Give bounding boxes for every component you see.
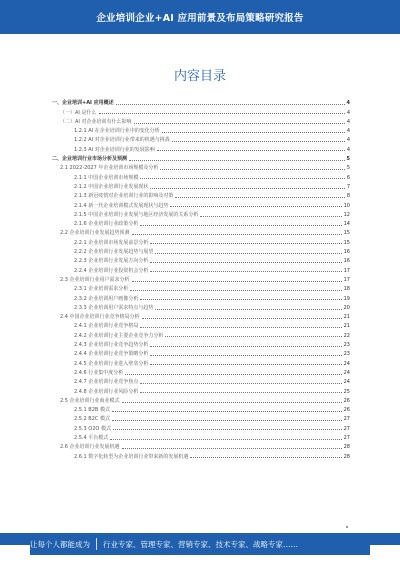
toc-entry[interactable] bbox=[52, 302, 350, 311]
toc-entry-label: 2.4.7 企业培训行业竞争焦点 bbox=[74, 379, 139, 386]
toc-entry-label: 2.1 2022-2027 年企业培训市场规模及分析 bbox=[60, 165, 159, 172]
toc-entry-label: 2.3.2 企业培训用户画像分析 bbox=[74, 295, 139, 302]
toc-leader-dots bbox=[170, 206, 341, 207]
toc-entry[interactable] bbox=[52, 264, 350, 273]
toc-leader-dots bbox=[155, 309, 341, 310]
toc-leader-dots bbox=[132, 234, 342, 235]
toc-entry-label: 2.2.3 企业培训行业发展方向分析 bbox=[74, 258, 149, 265]
toc-entry-label: 一、企业培训+AI 应用概述 bbox=[52, 100, 114, 107]
toc-leader-dots bbox=[142, 318, 342, 319]
toc-entry[interactable] bbox=[52, 199, 350, 208]
toc-leader-dots bbox=[150, 262, 341, 263]
toc-leader-dots bbox=[140, 225, 341, 226]
footer-slogan bbox=[30, 533, 370, 555]
toc-entry-page: 18 bbox=[343, 286, 350, 293]
toc-leader-dots bbox=[113, 429, 342, 430]
toc-entry-page: 8 bbox=[346, 193, 350, 200]
toc-entry-page: 4 bbox=[346, 109, 350, 116]
toc-entry[interactable] bbox=[52, 171, 350, 180]
toc-entry-page: 25 bbox=[343, 388, 350, 395]
toc-entry[interactable] bbox=[52, 367, 350, 376]
toc-entry[interactable] bbox=[52, 441, 350, 450]
toc-entry-page: 20 bbox=[343, 304, 350, 311]
toc-entry[interactable] bbox=[52, 153, 350, 162]
toc-entry-label: 2.6 企业培训行业发展机遇 bbox=[60, 444, 120, 451]
toc-entry[interactable] bbox=[52, 357, 350, 366]
toc-entry[interactable] bbox=[52, 190, 350, 199]
toc-entry-page: 21 bbox=[343, 323, 350, 330]
toc-entry-page: 22 bbox=[343, 332, 350, 339]
toc-entry-label: 2.3 企业培训行业用户需求分析 bbox=[60, 276, 130, 283]
toc-entry-label: 2.3.1 企业培训需求分析 bbox=[74, 286, 129, 293]
toc-entry[interactable] bbox=[52, 209, 350, 218]
toc-entry-page: 12 bbox=[343, 211, 350, 218]
toc-entry[interactable] bbox=[52, 106, 350, 115]
toc-leader-dots bbox=[140, 299, 341, 300]
toc-leader-dots bbox=[150, 346, 341, 347]
toc-entry[interactable] bbox=[52, 348, 350, 357]
toc-leader-dots bbox=[122, 448, 342, 449]
toc-leader-dots bbox=[129, 160, 345, 161]
toc-leader-dots bbox=[157, 150, 345, 151]
toc-leader-dots bbox=[112, 420, 342, 421]
toc-entry-page: 21 bbox=[343, 314, 350, 321]
toc-entry-label: 2.2.4 企业培训行业投资机会分析 bbox=[74, 267, 149, 274]
toc-entry[interactable] bbox=[52, 329, 350, 338]
toc-entry-label: 2.5.3 O2O 模式 bbox=[74, 425, 111, 432]
toc-entry[interactable] bbox=[52, 376, 350, 385]
footer-slogan-right: 行业专家、管理专家、营销专家、技术专家、战略专家…… bbox=[103, 539, 298, 549]
toc-leader-dots bbox=[150, 243, 341, 244]
toc-entry-label: 2.4.2 企业培训行业主要企业竞争力分析 bbox=[74, 332, 164, 339]
toc-leader-dots bbox=[125, 374, 341, 375]
toc-entry-label: 2.4 中国企业培训行业竞争格局分析 bbox=[60, 314, 140, 321]
toc-leader-dots bbox=[140, 383, 341, 384]
toc-entry-label: 2.2.2 企业培训行业发展趋势与展望 bbox=[74, 249, 154, 256]
toc-leader-dots bbox=[140, 392, 341, 393]
toc-entry[interactable] bbox=[52, 181, 350, 190]
toc-leader-dots bbox=[162, 132, 345, 133]
toc-entry-page: 27 bbox=[343, 434, 350, 441]
toc-leader-dots bbox=[134, 123, 345, 124]
toc-entry-label: 2.6.1 数字化转型为企业培训行业带来新的发展机遇 bbox=[74, 453, 189, 460]
toc-entry-page: 23 bbox=[343, 342, 350, 349]
toc-entry[interactable] bbox=[52, 97, 350, 106]
toc-leader-dots bbox=[155, 253, 341, 254]
toc-entry[interactable] bbox=[52, 283, 350, 292]
toc-leader-dots bbox=[175, 197, 344, 198]
toc-leader-dots bbox=[130, 290, 341, 291]
toc-entry[interactable] bbox=[52, 246, 350, 255]
toc-entry-label: 2.5.2 B2C 模式 bbox=[74, 416, 111, 423]
footer-slogan-left: 让每个人都能成为 bbox=[30, 539, 90, 549]
toc-entry[interactable] bbox=[52, 320, 350, 329]
toc-entry-label: 2.4.3 企业培训行业竞争趋势分析 bbox=[74, 342, 149, 349]
toc-entry-page: 28 bbox=[343, 444, 350, 451]
toc-leader-dots bbox=[190, 457, 341, 458]
toc-entry[interactable] bbox=[52, 404, 350, 413]
toc-entry-label: 2.1.6 企业培训行业政策分析 bbox=[74, 221, 139, 228]
toc-leader-dots bbox=[122, 402, 342, 403]
footer-divider bbox=[96, 538, 97, 550]
toc-entry-label: 2.1.4 新一代企业培训模式发展现状与趋势 bbox=[74, 202, 169, 209]
toc-entry-page: 24 bbox=[343, 369, 350, 376]
toc-leader-dots bbox=[112, 411, 342, 412]
toc-entry-page: 4 bbox=[346, 137, 350, 144]
toc-entry-page: 16 bbox=[343, 249, 350, 256]
toc-entry[interactable] bbox=[52, 274, 350, 283]
toc-entry[interactable] bbox=[52, 450, 350, 459]
toc-entry-label: （一）AI 是什么 bbox=[60, 109, 97, 116]
toc-entry[interactable] bbox=[52, 116, 350, 125]
toc-entry-label: 2.1.1 中国企业培训市场规模 bbox=[74, 174, 139, 181]
toc-entry-label: 2.1.5 中国企业培训行业发展与地区经济发展的关系分析 bbox=[74, 211, 199, 218]
toc-entry-label: （二）AI 对企业培训有什么影响 bbox=[60, 118, 132, 125]
toc-entry[interactable] bbox=[52, 311, 350, 320]
toc-entry[interactable] bbox=[52, 395, 350, 404]
toc-entry-label: 2.5.4 平台模式 bbox=[74, 434, 109, 441]
toc-entry-page: 24 bbox=[343, 360, 350, 367]
toc-entry[interactable] bbox=[52, 385, 350, 394]
toc-entry-page: 17 bbox=[343, 276, 350, 283]
toc-leader-dots bbox=[140, 327, 341, 328]
toc-leader-dots bbox=[140, 178, 344, 179]
toc-entry-label: 2.1.2 中国企业培训行业发展现状 bbox=[74, 183, 149, 190]
toc-entry[interactable] bbox=[52, 339, 350, 348]
toc-leader-dots bbox=[99, 113, 345, 114]
toc-entry-page: 4 bbox=[346, 118, 350, 125]
toc-heading: 内容目录 bbox=[173, 69, 226, 84]
toc-entry-page: 24 bbox=[343, 379, 350, 386]
toc-entry-page: 5 bbox=[346, 165, 350, 172]
toc-entry[interactable] bbox=[52, 255, 350, 264]
toc-leader-dots bbox=[160, 169, 344, 170]
toc-entry-page: 26 bbox=[343, 397, 350, 404]
toc-entry[interactable] bbox=[52, 292, 350, 301]
toc-entry-page: 27 bbox=[343, 416, 350, 423]
toc-entry-page: 17 bbox=[343, 267, 350, 274]
toc-entry-page: 6 bbox=[346, 174, 350, 181]
toc-entry-label: 2.4.5 企业培训行业进入壁垒分析 bbox=[74, 360, 149, 367]
toc-entry[interactable] bbox=[52, 125, 350, 134]
toc-entry-page: 23 bbox=[343, 351, 350, 358]
toc-entry-page: 10 bbox=[343, 202, 350, 209]
table-of-contents bbox=[52, 97, 350, 460]
toc-entry-page: 27 bbox=[343, 425, 350, 432]
toc-leader-dots bbox=[150, 364, 341, 365]
toc-entry-label: 1.2.1 AI 在企业培训行业中的变化分析 bbox=[74, 128, 160, 135]
toc-entry-page: 26 bbox=[343, 407, 350, 414]
toc-entry[interactable] bbox=[52, 432, 350, 441]
toc-entry-page: 14 bbox=[343, 221, 350, 228]
toc-leader-dots bbox=[200, 216, 341, 217]
toc-leader-dots bbox=[150, 271, 341, 272]
toc-entry[interactable] bbox=[52, 422, 350, 431]
toc-entry-label: 2.2 企业培训行业发展趋势预测 bbox=[60, 230, 130, 237]
toc-entry-page: 4 bbox=[346, 146, 350, 153]
toc-leader-dots bbox=[150, 188, 344, 189]
header-band bbox=[0, 0, 400, 34]
toc-entry-label: 1.2.2 AI 对企业培训行业带来的机遇与挑战 bbox=[74, 137, 170, 144]
toc-leader-dots bbox=[165, 336, 341, 337]
toc-entry-page: 5 bbox=[346, 156, 350, 163]
toc-entry-label: 2.1.3 新冠疫情对企业培训行业的影响及对策 bbox=[74, 193, 174, 200]
toc-entry-label: 2.5 企业培训行业商业模式 bbox=[60, 397, 120, 404]
toc-entry-page: 15 bbox=[343, 230, 350, 237]
toc-entry[interactable] bbox=[52, 218, 350, 227]
toc-entry-label: 2.4.4 企业培训行业竞争策略分析 bbox=[74, 351, 149, 358]
toc-entry[interactable] bbox=[52, 143, 350, 152]
toc-entry[interactable] bbox=[52, 162, 350, 171]
toc-entry-label: 1.2.3 AI 对企业培训行业的发展影响 bbox=[74, 146, 155, 153]
toc-entry[interactable] bbox=[52, 134, 350, 143]
toc-leader-dots bbox=[132, 281, 342, 282]
toc-entry-page: 4 bbox=[346, 128, 350, 135]
page-marker bbox=[346, 526, 348, 528]
toc-leader-dots bbox=[172, 141, 345, 142]
toc-entry[interactable] bbox=[52, 236, 350, 245]
toc-entry-page: 16 bbox=[343, 258, 350, 265]
toc-entry-label: 2.4.6 行业集中度分析 bbox=[74, 369, 124, 376]
toc-entry-label: 2.4.1 企业培训行业竞争格局 bbox=[74, 323, 139, 330]
toc-leader-dots bbox=[110, 439, 341, 440]
toc-entry-label: 2.2.1 企业培训市场发展前景分析 bbox=[74, 239, 149, 246]
toc-entry-page: 28 bbox=[343, 453, 350, 460]
toc-entry-page: 19 bbox=[343, 295, 350, 302]
toc-entry-page: 7 bbox=[346, 183, 350, 190]
toc-leader-dots bbox=[116, 104, 345, 105]
toc-entry-page: 4 bbox=[346, 100, 350, 107]
toc-leader-dots bbox=[150, 355, 341, 356]
toc-entry-label: 2.4.8 企业培训行业风险分析 bbox=[74, 388, 139, 395]
toc-entry[interactable] bbox=[52, 413, 350, 422]
toc-entry-label: 2.5.1 B2B 模式 bbox=[74, 407, 110, 414]
toc-entry-page: 15 bbox=[343, 239, 350, 246]
toc-entry[interactable] bbox=[52, 227, 350, 236]
toc-entry-label: 二、企业培训行业市场分析及预测 bbox=[52, 156, 128, 163]
report-title: 企业培训企业+AI 应用前景及布局策略研究报告 bbox=[96, 13, 304, 24]
toc-entry-label: 2.3.3 企业培训用户需求特点与趋势 bbox=[74, 304, 154, 311]
